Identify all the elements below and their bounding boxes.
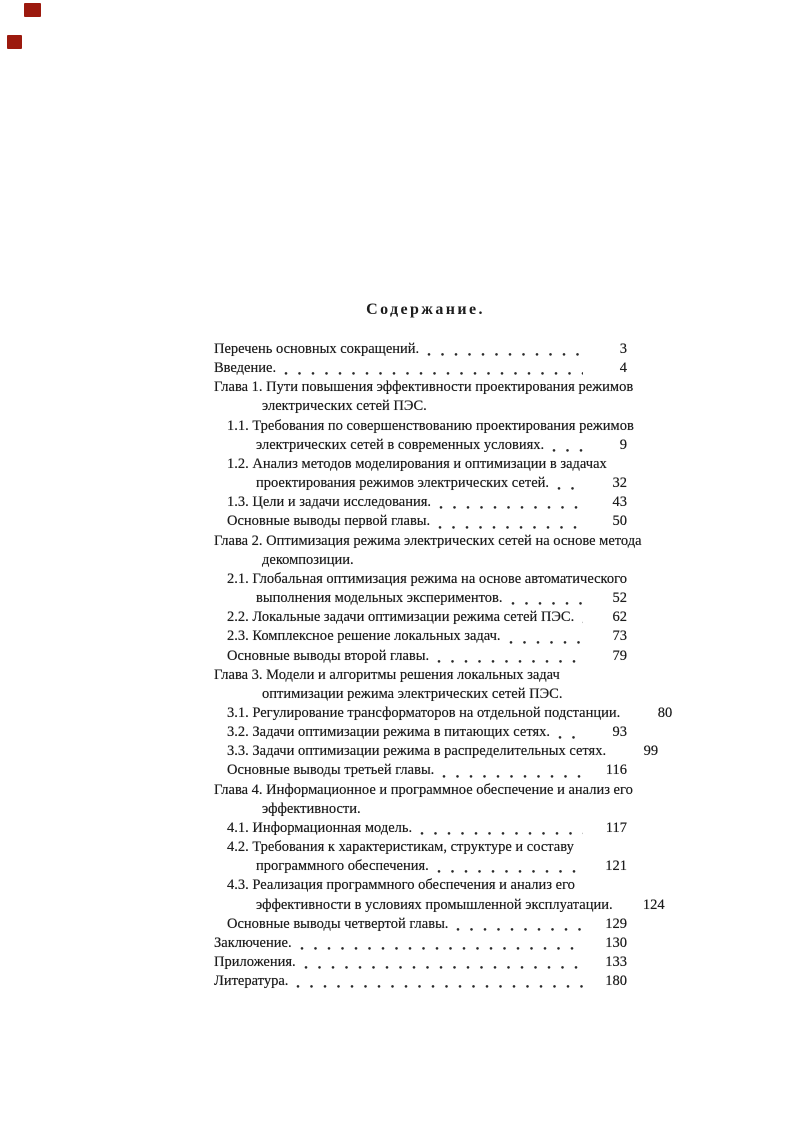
toc-page-number: 4 (619, 360, 627, 377)
toc-entry-line (214, 532, 642, 551)
dot-leader (437, 647, 583, 666)
toc-entry-text: Основные выводы первой главы. (227, 513, 431, 530)
dot-leader (511, 589, 584, 608)
dot-leader (439, 493, 583, 512)
dot-leader (427, 340, 583, 359)
toc-entry-line (214, 896, 665, 915)
toc-entry-text: Глава 2. Оптимизация режима электрических сетей на основе метода (214, 532, 642, 549)
toc-entry-line (214, 723, 627, 742)
toc-entry-line (214, 857, 627, 876)
toc-entry-line (214, 474, 627, 493)
dot-leader (552, 436, 583, 455)
toc-entry-line (214, 455, 627, 474)
toc-page-number: 62 (612, 609, 627, 626)
toc-entry-line (214, 972, 627, 991)
toc-entry-text: 3.2. Задачи оптимизации режима в питающих сетях. (227, 724, 551, 741)
toc-entry-text: эффективности в условиях промышленной эксплуатации. (256, 896, 613, 913)
dot-leader (557, 474, 583, 493)
toc-entry-text: декомпозиции. (262, 551, 354, 568)
toc-entry-text: 4.1. Информационная модель. (227, 819, 413, 836)
toc-entry-text: Перечень основных сокращений. (214, 341, 420, 357)
toc-entry-text: Основные выводы четвертой главы. (227, 915, 449, 932)
toc-page-number: 133 (605, 954, 627, 970)
toc-entry-line (214, 915, 627, 934)
toc-page-number: 50 (612, 513, 627, 530)
toc-entry-text: Литература. (214, 973, 289, 990)
toc-entry-line (214, 493, 627, 512)
toc-page-number: 52 (612, 590, 627, 607)
toc-entry-line (214, 666, 627, 685)
dot-leader (570, 685, 583, 704)
toc-entry-line (214, 953, 627, 972)
toc-page-number: 43 (612, 494, 627, 511)
dot-leader (300, 934, 583, 953)
toc-page-number: 130 (605, 934, 627, 951)
toc-entry-text: 4.2. Требования к характеристикам, структуре и составу (227, 839, 574, 856)
toc-entry-line (214, 819, 627, 838)
page-title: Содержание. (366, 301, 485, 318)
toc-page-number: 129 (605, 915, 627, 932)
toc-page-number: 9 (619, 436, 627, 453)
toc-entry-line (214, 608, 627, 627)
toc-entry-text: эффективности. (262, 800, 361, 817)
toc-entry-line (214, 685, 627, 704)
toc-page-number: 73 (612, 628, 627, 645)
dot-leader (582, 608, 583, 627)
toc-entry-line (214, 704, 673, 723)
toc-entry-text: Основные выводы второй главы. (227, 647, 430, 664)
toc-entry-line (214, 781, 633, 800)
toc-entry-text: электрических сетей ПЭС. (262, 398, 427, 415)
toc-entry-text: Глава 4. Информационное и программное обеспечение и анализ его (214, 781, 633, 798)
toc-entry-text: 1.3. Цели и задачи исследования. (227, 494, 432, 511)
toc-entry-line (214, 627, 627, 646)
dot-leader (568, 666, 583, 685)
toc-entry-line (214, 397, 627, 416)
toc-entry-line (214, 876, 627, 895)
toc-entry-line (214, 570, 627, 589)
toc-entry-line (214, 340, 627, 359)
toc-entry-line (214, 761, 627, 780)
toc-entry-line (214, 800, 627, 819)
toc-entry-line (214, 378, 634, 397)
toc-page-number: 117 (605, 819, 627, 836)
dot-leader (284, 359, 583, 378)
toc-entry-line (214, 551, 627, 570)
toc-entry-text: 3.3. Задачи оптимизации режима в распределительных сетях. (227, 743, 607, 760)
toc-entry-text: проектирования режимов электрических сетей. (256, 475, 550, 492)
toc-entry-text: Основные выводы третьей главы. (227, 762, 435, 779)
toc-entry-text: программного обеспечения. (256, 858, 429, 875)
toc-entry-line (214, 417, 634, 436)
toc-page-number: 32 (612, 475, 627, 492)
toc-page-number: 93 (612, 724, 627, 741)
dot-leader (296, 972, 583, 991)
red-scan-mark (24, 3, 41, 17)
toc-entry-line (214, 934, 627, 953)
toc-page-number: 3 (619, 341, 627, 357)
toc-page-number: 121 (605, 858, 627, 875)
toc-entry-text: 1.2. Анализ методов моделирования и оптимизации в задачах (227, 455, 607, 472)
dot-leader (437, 857, 583, 876)
toc-entry-text: Глава 1. Пути повышения эффективности проектирования режимов (214, 379, 634, 396)
toc-page-number: 116 (605, 762, 627, 779)
toc-entry-text: Приложения. (214, 954, 296, 970)
dot-leader (304, 953, 583, 972)
toc-entry-line (214, 359, 627, 378)
toc-page-number: 80 (657, 704, 673, 721)
toc-entry-text: оптимизации режима электрических сетей ПЭС. (262, 685, 563, 702)
red-scan-mark (7, 35, 22, 49)
dot-leader (369, 800, 583, 819)
toc-entry-line (214, 589, 627, 608)
toc-entry-text: выполнения модельных экспериментов. (256, 590, 503, 607)
dot-leader (435, 397, 583, 416)
dot-leader (442, 761, 583, 780)
toc-entry-text: Глава 3. Модели и алгоритмы решения локальных задач (214, 666, 560, 683)
toc-entry-line (214, 742, 659, 761)
dot-leader (420, 819, 583, 838)
toc-page-number: 180 (605, 973, 627, 990)
toc-entry-line (214, 838, 627, 857)
toc-entry-text: Заключение. (214, 934, 292, 951)
toc-page-number: 124 (642, 896, 665, 913)
toc-entry-text: 2.3. Комплексное решение локальных задач. (227, 628, 501, 645)
toc-entry-text: 2.2. Локальные задачи оптимизации режима сетей ПЭС. (227, 609, 575, 626)
toc-entry-line (214, 436, 627, 455)
toc-page-number: 99 (643, 743, 659, 760)
dot-leader (456, 915, 583, 934)
dot-leader (582, 838, 583, 857)
dot-leader (362, 551, 583, 570)
dot-leader (558, 723, 583, 742)
toc-entry-text: 2.1. Глобальная оптимизация режима на основе автоматического (227, 570, 627, 587)
toc-entry-text: 3.1. Регулирование трансформаторов на отдельной подстанции. (227, 704, 621, 721)
toc-entry-text: 4.3. Реализация программного обеспечения и анализ его (227, 877, 575, 894)
dot-leader (509, 627, 583, 646)
toc-entry-text: 1.1. Требования по совершенствованию проектирования режимов (227, 417, 634, 434)
toc-entry-text: Введение. (214, 360, 277, 377)
toc-list (214, 340, 673, 991)
dot-leader (438, 512, 583, 531)
toc-entry-text: электрических сетей в современных условиях. (256, 436, 545, 453)
toc-entry-line (214, 647, 627, 666)
toc-page-number: 79 (612, 647, 627, 664)
toc-entry-line (214, 512, 627, 531)
